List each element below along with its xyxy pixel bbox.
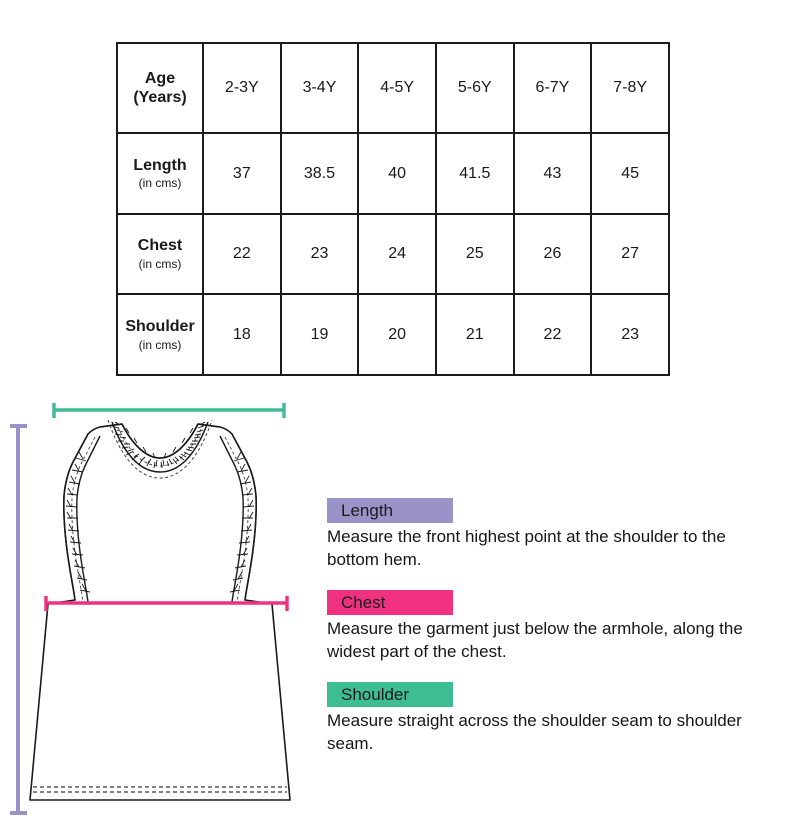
row-unit-length: (in cms): [138, 176, 182, 191]
cell-length-3: 41.5: [436, 133, 514, 214]
garment-illustration: [0, 392, 320, 828]
measurement-legend: [327, 498, 787, 773]
cell-shoulder-0: 18: [203, 294, 281, 375]
legend-description-chest: Measure the garment just below the armhole, along the widest part of the chest.: [327, 618, 743, 661]
row-label-length: Length: [133, 156, 187, 174]
row-label-chest: Chest: [137, 237, 183, 255]
column-header-0: 2-3Y: [203, 43, 281, 133]
row-header-chest: [117, 214, 203, 295]
cell-length-4: 43: [514, 133, 592, 214]
legend-item-shoulder: [327, 682, 787, 756]
legend-badge-chest: Chest: [327, 590, 453, 615]
table-row-shoulder: [117, 294, 669, 375]
legend-badge-shoulder: Shoulder: [327, 682, 453, 707]
column-header-1: 3-4Y: [281, 43, 359, 133]
cell-chest-3: 25: [436, 214, 514, 295]
cell-shoulder-5: 23: [591, 294, 669, 375]
garment-outline: [30, 424, 290, 800]
length-measure-line: [10, 425, 27, 814]
column-header-2: 4-5Y: [358, 43, 436, 133]
row-header-shoulder: [117, 294, 203, 375]
cell-shoulder-3: 21: [436, 294, 514, 375]
column-header-5: 7-8Y: [591, 43, 669, 133]
legend-badge-length: Length: [327, 498, 453, 523]
table-header-age: [117, 43, 203, 133]
cell-chest-2: 24: [358, 214, 436, 295]
cell-shoulder-2: 20: [358, 294, 436, 375]
row-label-shoulder: Shoulder: [125, 317, 195, 335]
row-unit-shoulder: (in cms): [138, 337, 182, 352]
legend-description-shoulder: Measure straight across the shoulder seam to shoulder seam.: [327, 710, 742, 753]
row-unit-chest: (in cms): [138, 256, 182, 271]
column-header-4: 6-7Y: [514, 43, 592, 133]
legend-item-chest: [327, 590, 787, 664]
row-header-length: [117, 133, 203, 214]
size-chart-table: [116, 42, 670, 376]
cell-length-5: 45: [591, 133, 669, 214]
cell-chest-0: 22: [203, 214, 281, 295]
cell-length-1: 38.5: [281, 133, 359, 214]
legend-description-length: Measure the front highest point at the shoulder to the bottom hem.: [327, 527, 726, 569]
cell-shoulder-1: 19: [281, 294, 359, 375]
age-label: Age: [144, 69, 176, 87]
table-row-chest: [117, 214, 669, 295]
legend-item-length: [327, 498, 787, 572]
cell-shoulder-4: 22: [514, 294, 592, 375]
cell-chest-5: 27: [591, 214, 669, 295]
cell-length-2: 40: [358, 133, 436, 214]
age-sub-label: (Years): [133, 89, 187, 107]
table-row-length: [117, 133, 669, 214]
column-header-3: 5-6Y: [436, 43, 514, 133]
table-row-header: [117, 43, 669, 133]
cell-length-0: 37: [203, 133, 281, 214]
shoulder-measure-line: [53, 403, 285, 418]
size-table: [116, 42, 670, 376]
cell-chest-1: 23: [281, 214, 359, 295]
cell-chest-4: 26: [514, 214, 592, 295]
